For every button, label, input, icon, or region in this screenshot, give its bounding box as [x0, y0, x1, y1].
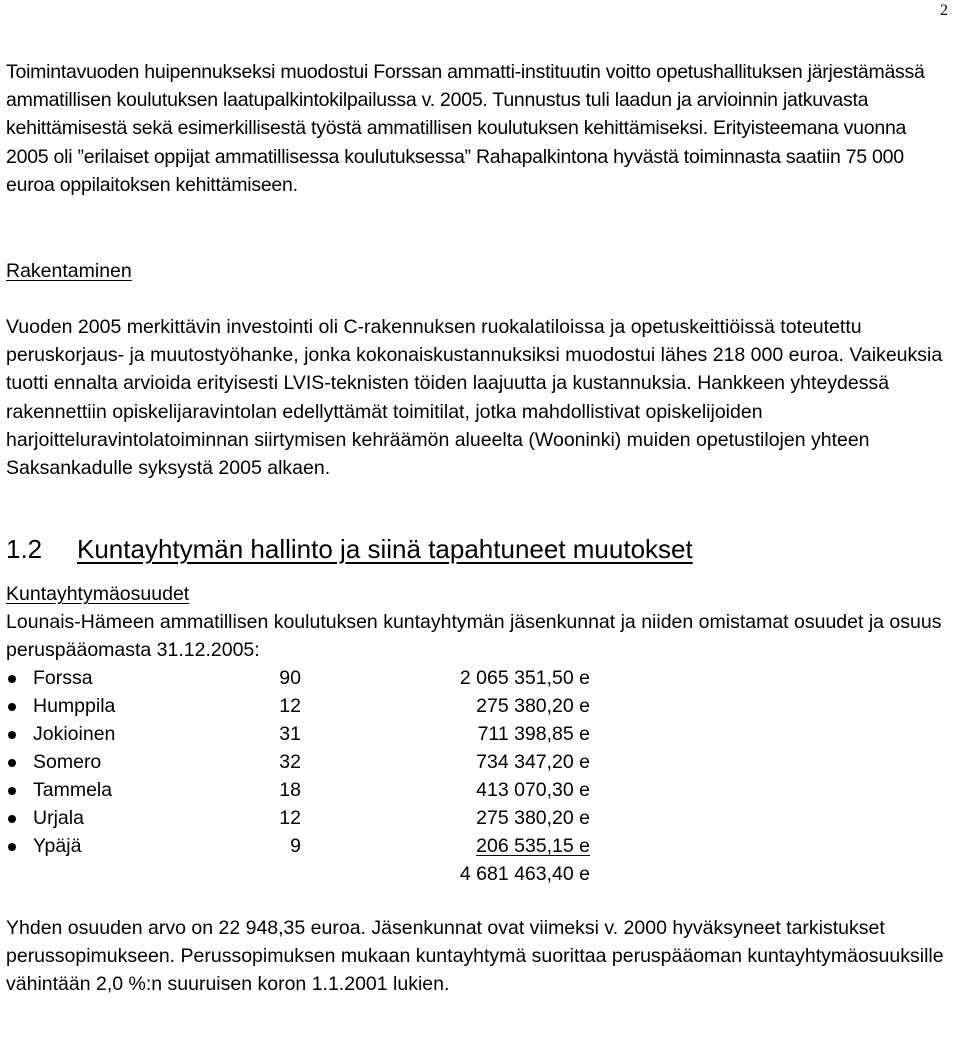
- member-value: 413 070,30 e: [476, 779, 590, 802]
- member-value: 734 347,20 e: [476, 751, 590, 774]
- document-body: [6, 58, 951, 998]
- member-shares: 18: [279, 779, 301, 802]
- member-value: 711 398,85 e: [477, 723, 590, 746]
- list-item: [6, 693, 951, 721]
- section-number: 1.2: [6, 534, 43, 565]
- member-value: 275 380,20 e: [476, 695, 590, 718]
- bullet-icon: [6, 731, 33, 739]
- member-name: Ypäjä: [33, 835, 82, 858]
- bullet-icon: [6, 703, 33, 711]
- section-title: Kuntayhtymän hallinto ja siinä tapahtuneet muutokset: [77, 534, 693, 565]
- member-name: Humppila: [33, 695, 116, 718]
- member-shares: 31: [279, 723, 301, 746]
- page-number: 2: [940, 2, 948, 19]
- member-name: Jokioinen: [33, 723, 116, 746]
- bullet-icon: [6, 759, 33, 767]
- section-1-2-heading: [6, 532, 951, 566]
- list-item: [6, 777, 951, 805]
- member-name: Somero: [33, 751, 102, 774]
- member-value: 275 380,20 e: [476, 807, 590, 830]
- member-name: Urjala: [33, 807, 84, 830]
- member-shares: 12: [279, 807, 301, 830]
- member-shares: 32: [279, 751, 301, 774]
- total-row: [6, 861, 951, 889]
- bullet-icon: [6, 675, 33, 683]
- member-shares: 90: [279, 667, 301, 690]
- rakentaminen-heading: Rakentaminen: [6, 260, 132, 283]
- bullet-icon: [6, 843, 33, 851]
- bullet-icon: [6, 787, 33, 795]
- closing-paragraph: Yhden osuuden arvo on 22 948,35 euroa. Jäsenkunnat ovat viimeksi v. 2000 hyväksyneet tarkistukset perussopimukseen. Perussopimuksen mukaan kuntayhtymä suorittaa peruspääoman kuntayhtymäosuuksille vähintään 2,0 %:n suuruisen koron 1.1.2001 lukien.: [6, 916, 944, 996]
- member-shares: 12: [279, 695, 301, 718]
- osuudet-intro: Lounais-Hämeen ammatillisen koulutuksen kuntayhtymän jäsenkunnat ja niiden omistamat osuudet ja osuus peruspääomasta 31.12.2005:: [6, 611, 942, 662]
- intro-paragraph: Toimintavuoden huipennukseksi muodostui Forssan ammatti-instituutin voitto opetushallituksen järjestämässä ammatillisen koulutuksen laatupalkintokilpailussa v. 2005. Tunnustus tuli laadun ja arvioinnin jatkuvasta kehittämisestä sekä esimerkillisestä työstä ammatillisen koulutuksen kehittämiseksi. Erityisteemana vuonna 2005 oli ”erilaiset oppijat ammatillisessa koulutuksessa” Rahapalkintona hyvästä toiminnasta saatiin 75 000 euroa oppilaitoksen kehittämiseen.: [6, 61, 925, 196]
- member-name: Forssa: [33, 667, 93, 690]
- member-name: Tammela: [33, 779, 113, 802]
- list-item: [6, 721, 951, 749]
- member-shares: 9: [290, 835, 301, 858]
- member-list: [6, 665, 951, 861]
- list-item: [6, 833, 951, 861]
- total-value: 4 681 463,40 e: [459, 863, 590, 886]
- list-item: [6, 665, 951, 693]
- rakentaminen-paragraph: Vuoden 2005 merkittävin investointi oli C-rakennuksen ruokalatiloissa ja opetuskeittiöissä toteutettu peruskorjaus- ja muutostyöhanke, jonka kokonaiskustannuksiksi muodostui lähes 218 000 euroa. Vaikeuksia tuotti ennalta arvioida erityisesti LVIS-teknisten töiden laajuutta ja kustannuksia. Hankkeen yhteydessä rakennettiin opiskelijaravintolan edellyttämät toimitilat, jotka mahdollistivat opiskelijoiden harjoitteluravintolatoiminnan siirtymisen kehräämön alueelta (Wooninki) muiden opetustilojen yhteen Saksankadulle syksystä 2005 alkaen.: [6, 316, 943, 480]
- member-value: 2 065 351,50 e: [459, 667, 590, 690]
- kuntayhtymaosuudet-heading: Kuntayhtymäosuudet: [6, 583, 190, 606]
- list-item: [6, 805, 951, 833]
- list-item: [6, 749, 951, 777]
- member-value: 206 535,15 e: [476, 835, 590, 858]
- bullet-icon: [6, 815, 33, 823]
